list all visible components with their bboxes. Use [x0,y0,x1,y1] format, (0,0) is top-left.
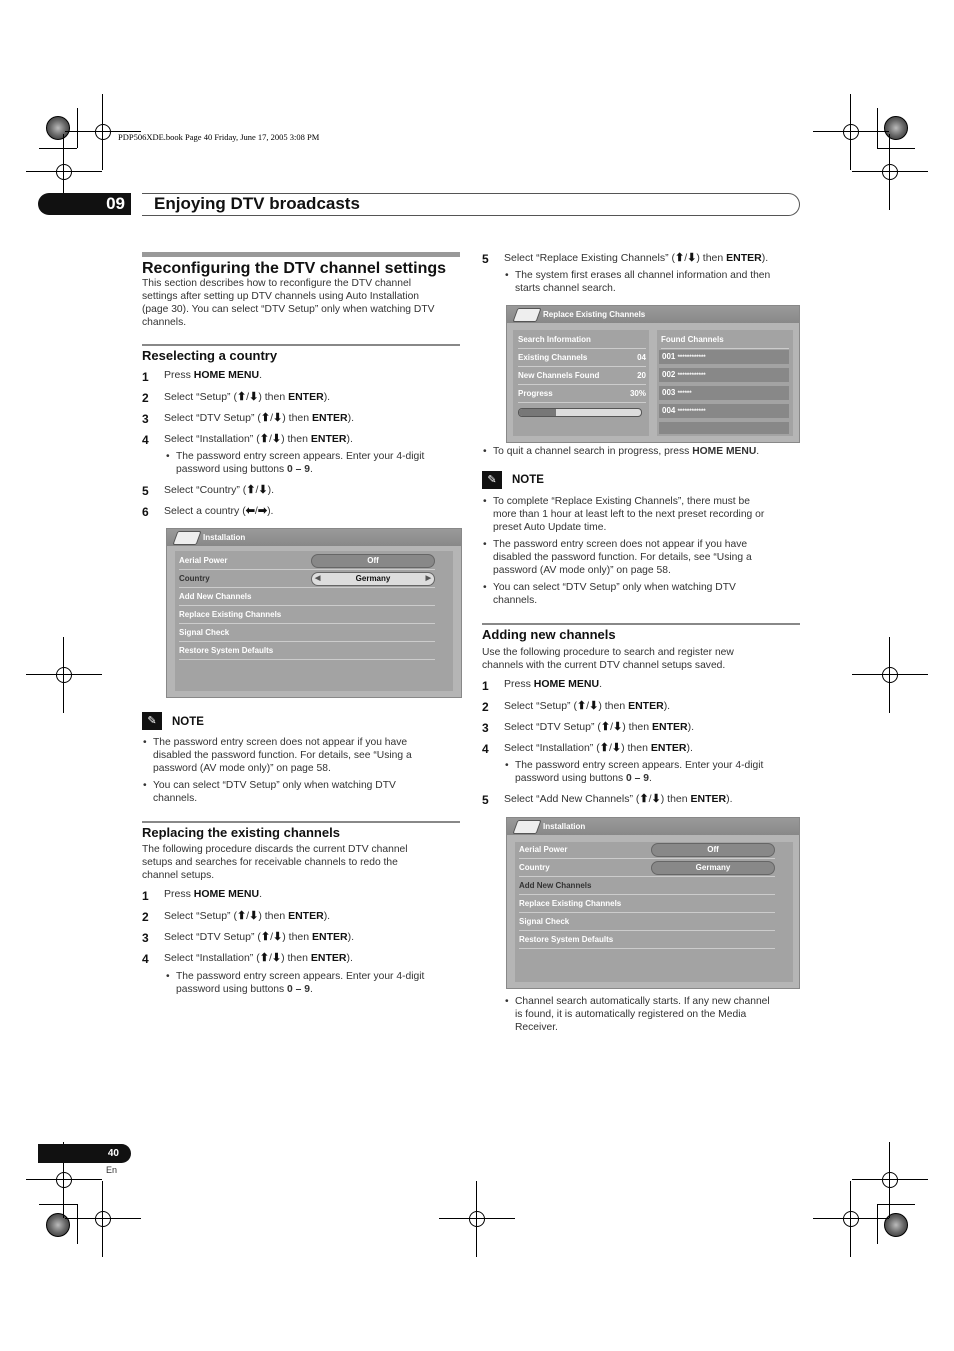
progress-row: Progress 30% [518,386,646,403]
down-arrow-icon: ⬇ [271,433,282,445]
password-bullet: • The password entry screen appears. Enter your 4-digit password using buttons 0 – 9. [176,450,466,476]
menu-item-replace-existing-channels[interactable]: Replace Existing Channels [519,896,775,913]
search-info-panel [513,330,649,436]
crosshair-icon [83,1199,123,1239]
section-rule [142,252,460,257]
note-item: • To complete “Replace Existing Channels”, there must be more than 1 hour at least left to the next preset recording or preset Auto Update time. [493,495,803,534]
step-5: 5 Select “Replace Existing Channels” (⬆/⬇) then ENTER). [482,252,769,266]
aerial-power-value[interactable]: Off [651,843,775,857]
up-arrow-icon: ⬆ [639,793,649,805]
note-item: • You can select “DTV Setup” only when watching DTV channels. [493,581,803,607]
step-3: 3 Select “DTV Setup” (⬆/⬇) then ENTER). [482,721,695,735]
search-start-bullet: • Channel search automatically starts. If any new channel is found, it is automatically registered on the Media Receiver. [515,995,805,1034]
menu-item-signal-check[interactable]: Signal Check [179,625,435,642]
aerial-power-value[interactable]: Off [311,554,435,568]
chapter-number-badge: 09 [38,193,131,215]
note-label: NOTE [512,474,544,486]
step-3: 3 Select “DTV Setup” (⬆/⬇) then ENTER). [142,931,355,945]
menu-item-country[interactable]: Country [519,860,775,877]
down-arrow-icon: ⬇ [271,952,282,964]
menu-item-add-new-channels[interactable]: Add New Channels [519,878,775,895]
crop-mark [877,1204,915,1205]
note-label: NOTE [172,716,204,728]
chapter-title: Enjoying DTV broadcasts [154,194,360,213]
up-arrow-icon: ⬆ [675,252,685,264]
step-4: 4 Select “Installation” (⬆/⬇) then ENTER). [142,952,353,966]
registration-disk-icon [884,1213,908,1237]
found-channels-title: Found Channels [661,332,789,349]
password-bullet: • The password entry screen appears. Enter your 4-digit password using buttons 0 – 9. [176,970,466,996]
menu-item-signal-check[interactable]: Signal Check [519,914,775,931]
step-6: 6 Select a country (⬅/➡). [142,505,274,519]
subsection-intro: Use the following procedure to search and register new channels with the current DTV channel setups saved. [482,647,734,671]
country-value[interactable]: Germany [651,861,775,875]
up-arrow-icon: ⬆ [576,700,587,712]
up-arrow-icon: ⬆ [260,931,271,943]
crop-mark [77,108,78,148]
note-pen-icon: ✎ [142,712,162,730]
crosshair-icon [870,655,910,695]
found-channel-item: 004 ************ [659,404,789,418]
menu-item-replace-existing-channels[interactable]: Replace Existing Channels [179,607,435,624]
crosshair-icon [44,655,84,695]
crosshair-icon [831,1199,871,1239]
existing-channels-row: Existing Channels 04 [518,350,646,367]
crop-mark [39,1204,77,1205]
note-item: • The password entry screen does not appear if you have disabled the password function. For details, see “Using a password (AV mode only)” on page 58. [493,538,803,577]
subsection-rule [142,344,460,346]
step-1: 1 Press HOME MENU. [142,369,263,384]
subsection-intro: The following procedure discards the current DTV channel setups and searches for receivable channels to redo the channel setups. [142,844,408,881]
screen-header: Installation [167,529,461,546]
screen-panel [175,551,453,691]
right-arrow-icon[interactable]: ▶ [425,575,431,582]
down-arrow-icon: ⬇ [611,742,622,754]
crop-mark [77,1204,78,1244]
page-language: En [106,1165,118,1175]
crosshair-icon [870,1160,910,1200]
step-3: 3 Select “DTV Setup” (⬆/⬇) then ENTER). [142,412,355,426]
up-arrow-icon: ⬆ [236,391,247,403]
down-arrow-icon: ⬇ [613,721,623,733]
crosshair-icon [83,112,123,152]
down-arrow-icon: ⬇ [249,391,259,403]
step-1: 1 Press HOME MENU. [142,888,263,903]
step-4: 4 Select “Installation” (⬆/⬇) then ENTER). [142,433,353,447]
down-arrow-icon: ⬇ [249,910,259,922]
section-title: Reconfiguring the DTV channel settings [142,260,447,277]
left-arrow-icon: ⬅ [245,505,255,517]
installation-screen [506,817,800,989]
up-arrow-icon: ⬆ [600,721,611,733]
found-channel-empty [659,422,789,434]
up-arrow-icon: ⬆ [259,433,269,445]
registration-disk-icon [46,116,70,140]
registration-disk-icon [884,116,908,140]
registration-disk-icon [46,1213,70,1237]
subsection-rule [142,821,460,823]
found-channel-item: 001 ************ [659,350,789,364]
subsection-title: Reselecting a country [142,348,278,363]
screen-header: Replace Existing Channels [507,306,799,323]
menu-item-restore-system-defaults[interactable]: Restore System Defaults [519,932,775,949]
down-arrow-icon: ⬇ [273,412,283,424]
progress-fill [519,409,556,416]
subsection-title: Adding new channels [482,627,616,642]
down-arrow-icon: ⬇ [273,931,283,943]
up-arrow-icon: ⬆ [236,910,247,922]
up-arrow-icon: ⬆ [599,742,609,754]
up-arrow-icon: ⬆ [259,952,269,964]
installation-screen [166,528,462,698]
subsection-rule [482,623,800,625]
remote-icon [512,820,541,834]
down-arrow-icon: ⬇ [589,700,599,712]
new-channels-row: New Channels Found 20 [518,368,646,385]
subsection-title: Replacing the existing channels [142,825,340,840]
step-2: 2 Select “Setup” (⬆/⬇) then ENTER). [142,391,331,405]
crop-mark [877,1204,878,1244]
note-item: • You can select “DTV Setup” only when watching DTV channels. [153,779,463,805]
menu-item-restore-system-defaults[interactable]: Restore System Defaults [179,643,435,660]
step-1: 1 Press HOME MENU. [482,678,603,693]
file-info: PDP506XDE.book Page 40 Friday, June 17, 2005 3:08 PM [118,132,320,142]
replace-channels-screen [506,305,800,443]
down-arrow-icon: ⬇ [687,252,697,264]
country-selector[interactable]: ◀ Germany ▶ [311,572,435,586]
found-channel-item: 003 ****** [659,386,789,400]
page-number: 40 [38,1144,131,1163]
step-5: 5 Select “Add New Channels” (⬆/⬇) then ENTER). [482,793,733,807]
step-2: 2 Select “Setup” (⬆/⬇) then ENTER). [142,910,331,924]
found-channel-item: 002 ************ [659,368,789,382]
menu-item-add-new-channels[interactable]: Add New Channels [179,589,435,606]
crosshair-icon [870,152,910,192]
crop-mark [877,148,915,149]
remote-icon [512,308,541,322]
quit-bullet: • To quit a channel search in progress, press HOME MENU. [493,445,803,458]
up-arrow-icon: ⬆ [246,484,256,496]
menu-item-country[interactable]: Country [179,571,435,588]
crosshair-icon [44,1160,84,1200]
note-item: • The password entry screen does not appear if you have disabled the password function. For details, see “Using a password (AV mode only)” on page 58. [153,736,463,775]
erase-bullet: • The system first erases all channel information and then starts channel search. [515,269,805,295]
crop-mark [877,108,878,148]
down-arrow-icon: ⬇ [258,484,268,496]
menu-item-aerial-power[interactable]: Aerial Power [519,842,775,859]
step-2: 2 Select “Setup” (⬆/⬇) then ENTER). [482,700,671,714]
search-info-title: Search Information [518,332,646,349]
crop-mark [39,148,77,149]
step-4: 4 Select “Installation” (⬆/⬇) then ENTER). [482,742,693,756]
screen-header: Installation [507,818,799,835]
note-pen-icon: ✎ [482,471,502,489]
screen-panel [515,842,793,982]
left-arrow-icon[interactable]: ◀ [315,575,321,582]
password-bullet: • The password entry screen appears. Enter your 4-digit password using buttons 0 – 9. [515,759,805,785]
down-arrow-icon: ⬇ [651,793,661,805]
up-arrow-icon: ⬆ [260,412,271,424]
found-channels-panel [657,330,793,436]
progress-bar [518,408,642,417]
crosshair-icon [831,112,871,152]
remote-icon [172,531,201,545]
right-arrow-icon: ➡ [257,505,268,517]
crosshair-icon [44,152,84,192]
crosshair-icon [457,1199,497,1239]
step-5: 5 Select “Country” (⬆/⬇). [142,484,275,498]
section-intro: This section describes how to reconfigure the DTV channel settings after setting up DTV channels using Auto Installation (page 30). You can select “DTV Setup” only when watching DTV channels. [142,278,435,328]
menu-item-aerial-power[interactable]: Aerial Power [179,553,435,570]
